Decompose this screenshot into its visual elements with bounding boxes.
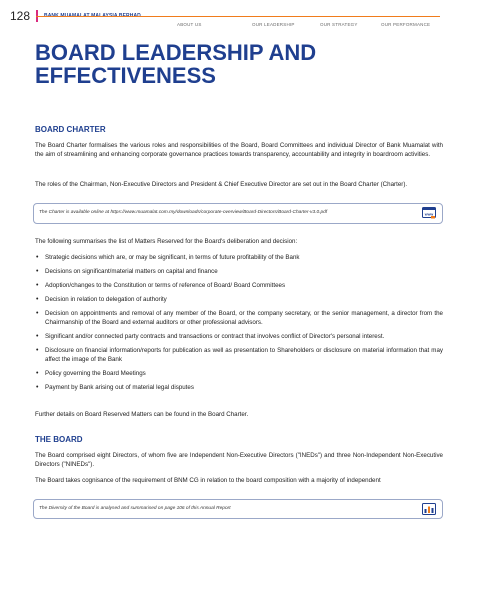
list-item: • Payment by Bank arising out of material legal disputes (35, 383, 443, 392)
further-details-text: Further details on Board Reserved Matters can be found in the Board Charter. (35, 411, 249, 418)
list-item: • Adoption/changes to the Constitution or terms of reference of Board/ Board Committees (35, 281, 443, 290)
nav-our-leadership[interactable]: OUR LEADERSHIP (252, 22, 295, 27)
web-link-icon (422, 207, 436, 219)
page-title-line-1: BOARD LEADERSHIP AND (35, 40, 317, 65)
nav-our-strategy[interactable]: OUR STRATEGY (320, 22, 358, 27)
list-item: • Decisions on significant/material matters on capital and finance (35, 267, 443, 276)
charter-link-text[interactable]: The Charter is available online at https://www.muamalat.com.my/downloads/corporate-overview/Board-Directors/Board-Charter-v3.0.pdf (39, 210, 328, 215)
the-board-paragraph-1: The Board comprised eight Directors, of whom five are Independent Non-Executive Directors ("INEDs") and three Non-Independent Non-Executive Directors ("NINEDs"). (35, 452, 443, 468)
list-item: • Decision on appointments and removal of any member of the Board, or the company secretary, or the senior management, a director from the Chairmanship of the Board and external auditors or other professional advisors. (35, 309, 443, 327)
the-board-paragraph-2: The Board takes cognisance of the requirement of BNM CG in relation to the board composition with a majority of independent (35, 477, 381, 484)
page-title (35, 41, 435, 87)
matters-reserved-intro: The following summarises the list of Matters Reserved for the Board's deliberation and decision: (35, 238, 298, 245)
matters-reserved-list (35, 253, 443, 397)
list-item: • Significant and/or connected party contracts and transactions or contract that involves conflict of Director's personal interest. (35, 332, 443, 341)
list-item: • Decision in relation to delegation of authority (35, 295, 443, 304)
list-item: • Disclosure on financial information/reports for publication as well as presentation to Shareholders or disclosure on material information that may affect the image of the Bank (35, 346, 443, 364)
nav-about-us[interactable]: ABOUT US (177, 22, 202, 27)
section-heading-board-charter: BOARD CHARTER (35, 125, 106, 134)
section-heading-the-board: THE BOARD (35, 435, 83, 444)
diversity-note-text: The Diversity of the Board is analysed and summarised on page 106 of this Annual Report (39, 506, 231, 511)
chart-report-icon (422, 503, 436, 515)
board-charter-paragraph-1: The Board Charter formalises the various roles and responsibilities of the Board, Board Committees and individual Director of Bank Muamalat with the aim of streamlining and enhancing corporate governance practices towards transparency, accountability and integrity in boardroom activities. (35, 142, 443, 158)
charter-link-note (33, 203, 443, 224)
list-item: • Strategic decisions which are, or may be significant, in terms of future profitability of the Bank (35, 253, 443, 262)
diversity-note (33, 499, 443, 519)
nav-our-performance[interactable]: OUR PERFORMANCE (381, 22, 431, 27)
svg-text:www: www (424, 212, 434, 217)
page-number: 128 (10, 9, 31, 23)
board-charter-paragraph-2: The roles of the Chairman, Non-Executive Directors and President & Chief Executive Director are set out in the Board Charter (Charter). (35, 181, 408, 188)
list-item: • Policy governing the Board Meetings (35, 369, 443, 378)
header-rule (36, 16, 440, 17)
page-title-line-2: EFFECTIVENESS (35, 63, 216, 88)
